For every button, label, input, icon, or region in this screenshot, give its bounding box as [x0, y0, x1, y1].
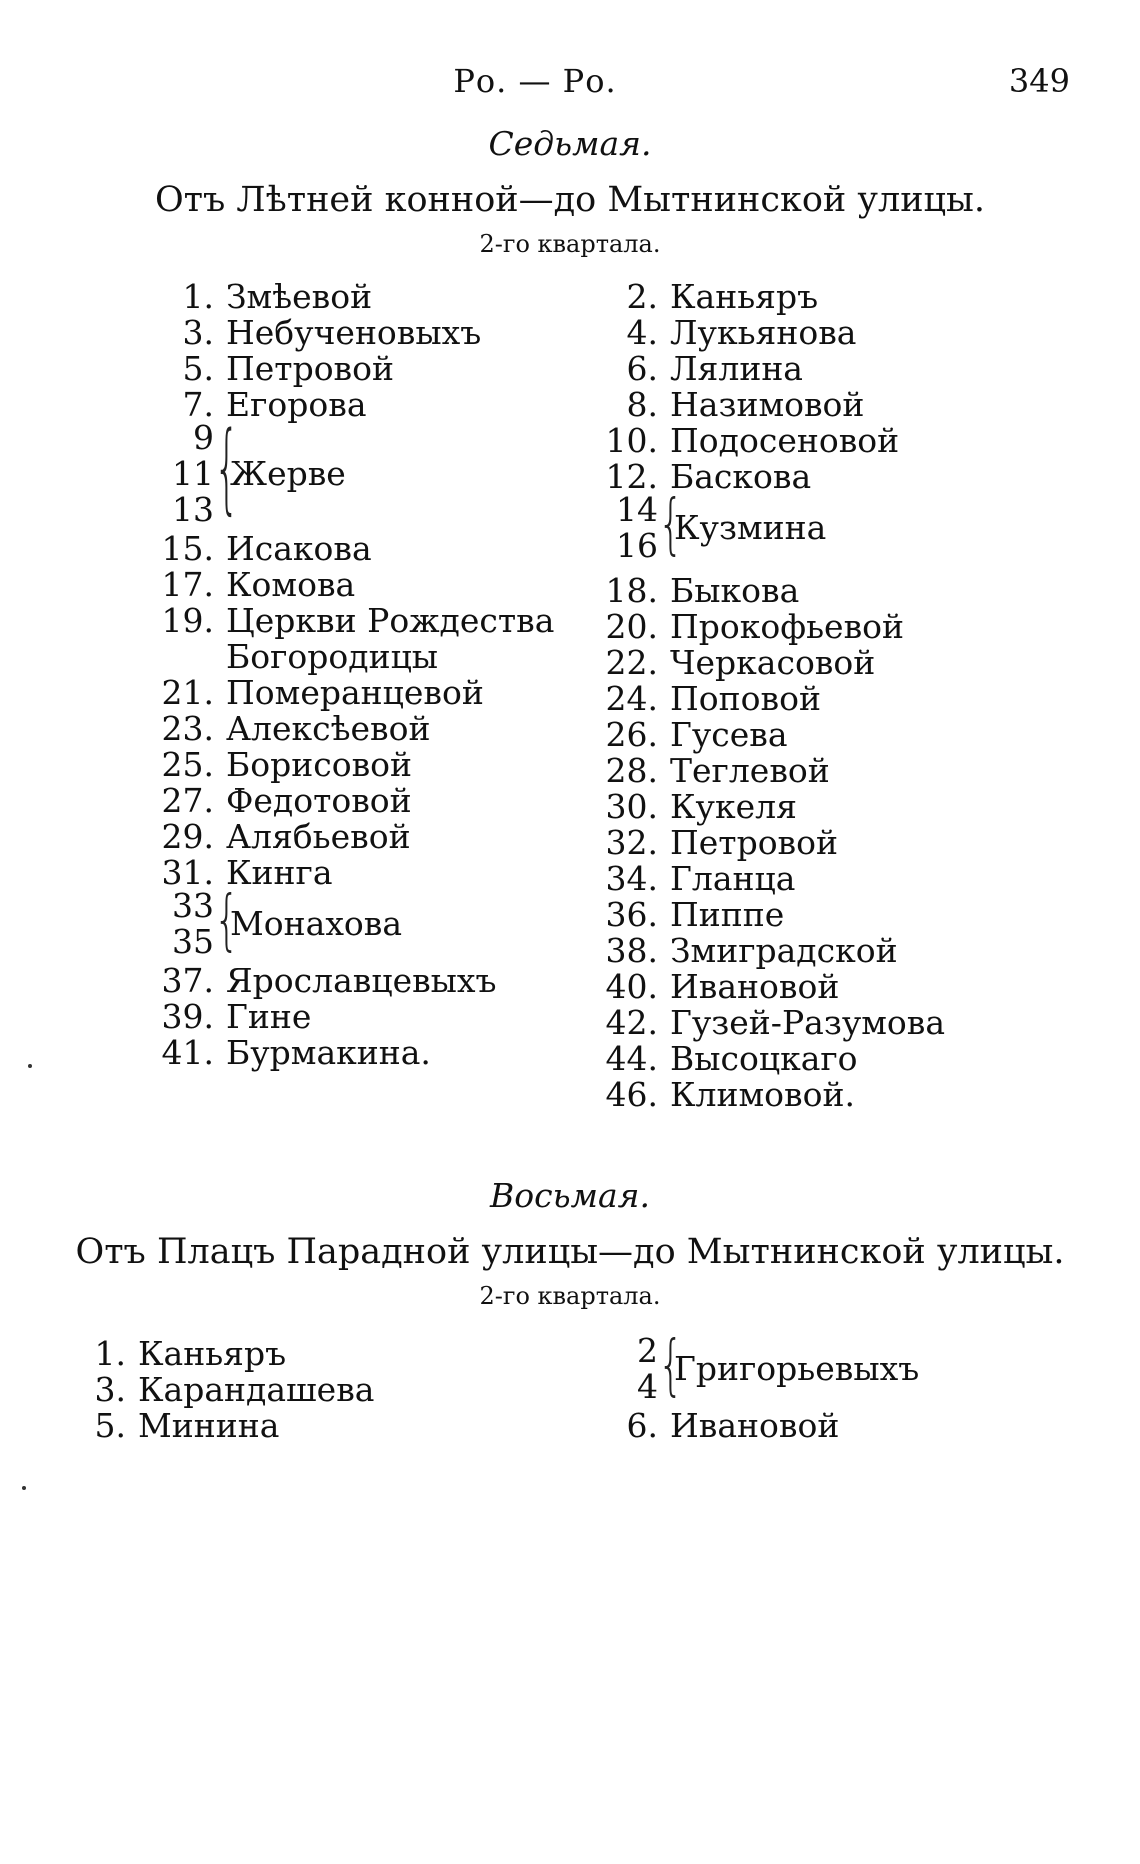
- entry-name: Поповой: [670, 679, 821, 718]
- section-quarter: 2-го квартала.: [479, 1282, 661, 1310]
- entry-number: 40.: [605, 967, 658, 1006]
- entry-number: 39.: [161, 997, 214, 1036]
- entry-number: 37.: [161, 961, 214, 1000]
- entry-number: 26.: [605, 715, 658, 754]
- entry-name: Пиппе: [670, 895, 785, 934]
- entry-number: 41.: [161, 1033, 214, 1072]
- entry-number: 3.: [182, 313, 214, 352]
- brace-icon: {: [214, 412, 240, 526]
- entry-name: Бурмакина.: [226, 1033, 431, 1072]
- list-item: [154, 1032, 431, 1074]
- entry-number: 19.: [161, 601, 214, 640]
- entry-name: Петровой: [670, 823, 838, 862]
- entry-name: Баскова: [670, 457, 812, 496]
- entry-name: Жерве: [230, 454, 346, 493]
- section-title: Седьмая.: [488, 124, 652, 163]
- entry-name: Монахова: [230, 904, 403, 943]
- entry-name: Змѣевой: [226, 277, 373, 316]
- entry-number: 2: [637, 1331, 658, 1370]
- entry-number: 5.: [94, 1406, 126, 1445]
- entry-name: Назимовой: [670, 385, 865, 424]
- entry-name: Высоцкаго: [670, 1039, 858, 1078]
- entry-numbers: [598, 1333, 658, 1405]
- entry-name: Егорова: [226, 385, 367, 424]
- entry-number: 32.: [605, 823, 658, 862]
- entry-number: 38.: [605, 931, 658, 970]
- entry-number: 17.: [161, 565, 214, 604]
- entry-number: 21.: [161, 673, 214, 712]
- entry-name: Гусева: [670, 715, 788, 754]
- entry-name: Лукьянова: [670, 313, 857, 352]
- entry-number: 11: [172, 454, 214, 493]
- entry-name: Исакова: [226, 529, 372, 568]
- entry-name: Петровой: [226, 349, 394, 388]
- entry-number: 4: [637, 1367, 658, 1406]
- entry-number: 42.: [605, 1003, 658, 1042]
- entry-name: Гланца: [670, 859, 796, 898]
- section-subtitle: Отъ Лѣтней конной—до Мытнинской улицы.: [154, 180, 986, 220]
- entry-number: 18.: [605, 571, 658, 610]
- entry-name: Комова: [226, 565, 356, 604]
- entry-numbers: [154, 420, 214, 528]
- entry-number: 2.: [626, 277, 658, 316]
- entry-number: 12.: [605, 457, 658, 496]
- entry-name: Алексѣевой: [226, 709, 431, 748]
- entry-number: 29.: [161, 817, 214, 856]
- entry-number: 28.: [605, 751, 658, 790]
- list-item: [598, 1405, 839, 1447]
- entry-number: 44.: [605, 1039, 658, 1078]
- entry-number: 13: [172, 490, 214, 529]
- list-item: [66, 1405, 279, 1447]
- entry-name: Борисовой: [226, 745, 413, 784]
- brace-icon: {: [658, 487, 684, 563]
- entry-number: 3.: [94, 1370, 126, 1409]
- entry-name: Змиградской: [670, 931, 898, 970]
- entry-name: Быкова: [670, 571, 800, 610]
- entry-name: Григорьевыхъ: [674, 1349, 920, 1388]
- entry-number: 30.: [605, 787, 658, 826]
- entry-name: Ивановой: [670, 967, 840, 1006]
- entry-name: Прокофьевой: [670, 607, 905, 646]
- entry-number: 31.: [161, 853, 214, 892]
- entry-number: 36.: [605, 895, 658, 934]
- entry-name: Померанцевой: [226, 673, 484, 712]
- entry-name: Небученовыхъ: [226, 313, 482, 352]
- entry-number: 15.: [161, 529, 214, 568]
- entry-name: Кузмина: [674, 508, 827, 547]
- entry-name: Церкви Рождества: [226, 601, 555, 640]
- entry-name: Алябьевой: [226, 817, 411, 856]
- entry-name: Федотовой: [226, 781, 412, 820]
- entry-name: Климовой.: [670, 1075, 855, 1114]
- list-item: [598, 1074, 855, 1116]
- entry-number: 20.: [605, 607, 658, 646]
- entry-number: 46.: [605, 1075, 658, 1114]
- entry-number: 35: [172, 922, 214, 961]
- entry-name: Карандашева: [138, 1370, 375, 1409]
- entry-number: 8.: [626, 385, 658, 424]
- entry-number: 1.: [182, 277, 214, 316]
- entry-name: Ивановой: [670, 1406, 840, 1445]
- entry-number: 25.: [161, 745, 214, 784]
- entry-number: 23.: [161, 709, 214, 748]
- entry-numbers: [598, 492, 658, 564]
- entry-number: 34.: [605, 859, 658, 898]
- entry-numbers: [154, 888, 214, 960]
- section-quarter: 2-го квартала.: [479, 230, 661, 258]
- brace-icon: {: [214, 883, 240, 959]
- entry-name: Кукеля: [670, 787, 797, 826]
- entry-number: 33: [172, 886, 214, 925]
- entry-name: Лялина: [670, 349, 803, 388]
- entry-name: Ярославцевыхъ: [226, 961, 497, 1000]
- entry-name: Каньяръ: [138, 1334, 287, 1373]
- entry-number: 6.: [626, 349, 658, 388]
- entry-name-continued: Богородицы: [226, 637, 439, 676]
- entry-number: 14: [616, 490, 658, 529]
- entry-number: 4.: [626, 313, 658, 352]
- entry-name: Черкасовой: [670, 643, 876, 682]
- entry-name: Кинга: [226, 853, 333, 892]
- entry-name: Гине: [226, 997, 312, 1036]
- page-number: 349: [1008, 62, 1070, 100]
- print-speck: [28, 1064, 32, 1068]
- entry-number: 1.: [94, 1334, 126, 1373]
- entry-number: 5.: [182, 349, 214, 388]
- section-subtitle: Отъ Плацъ Парадной улицы—до Мытнинской улицы.: [75, 1232, 1065, 1272]
- page-header: [0, 62, 1140, 102]
- entry-number: 10.: [605, 421, 658, 460]
- entry-name: Теглевой: [670, 751, 830, 790]
- entry-name: Каньяръ: [670, 277, 819, 316]
- entry-number: 24.: [605, 679, 658, 718]
- print-speck: [22, 1486, 26, 1490]
- entry-name: Подосеновой: [670, 421, 900, 460]
- entry-name: Гузей-Разумова: [670, 1003, 946, 1042]
- entry-number: 6.: [626, 1406, 658, 1445]
- entry-number: 16: [616, 526, 658, 565]
- entry-number: 27.: [161, 781, 214, 820]
- entry-name: Минина: [138, 1406, 280, 1445]
- section-title: Восьмая.: [490, 1176, 650, 1215]
- entry-number: 22.: [605, 643, 658, 682]
- entry-number: 7.: [182, 385, 214, 424]
- entry-number: 9: [193, 418, 214, 457]
- running-head: Ро. — Ро.: [453, 62, 617, 100]
- brace-icon: {: [658, 1328, 684, 1404]
